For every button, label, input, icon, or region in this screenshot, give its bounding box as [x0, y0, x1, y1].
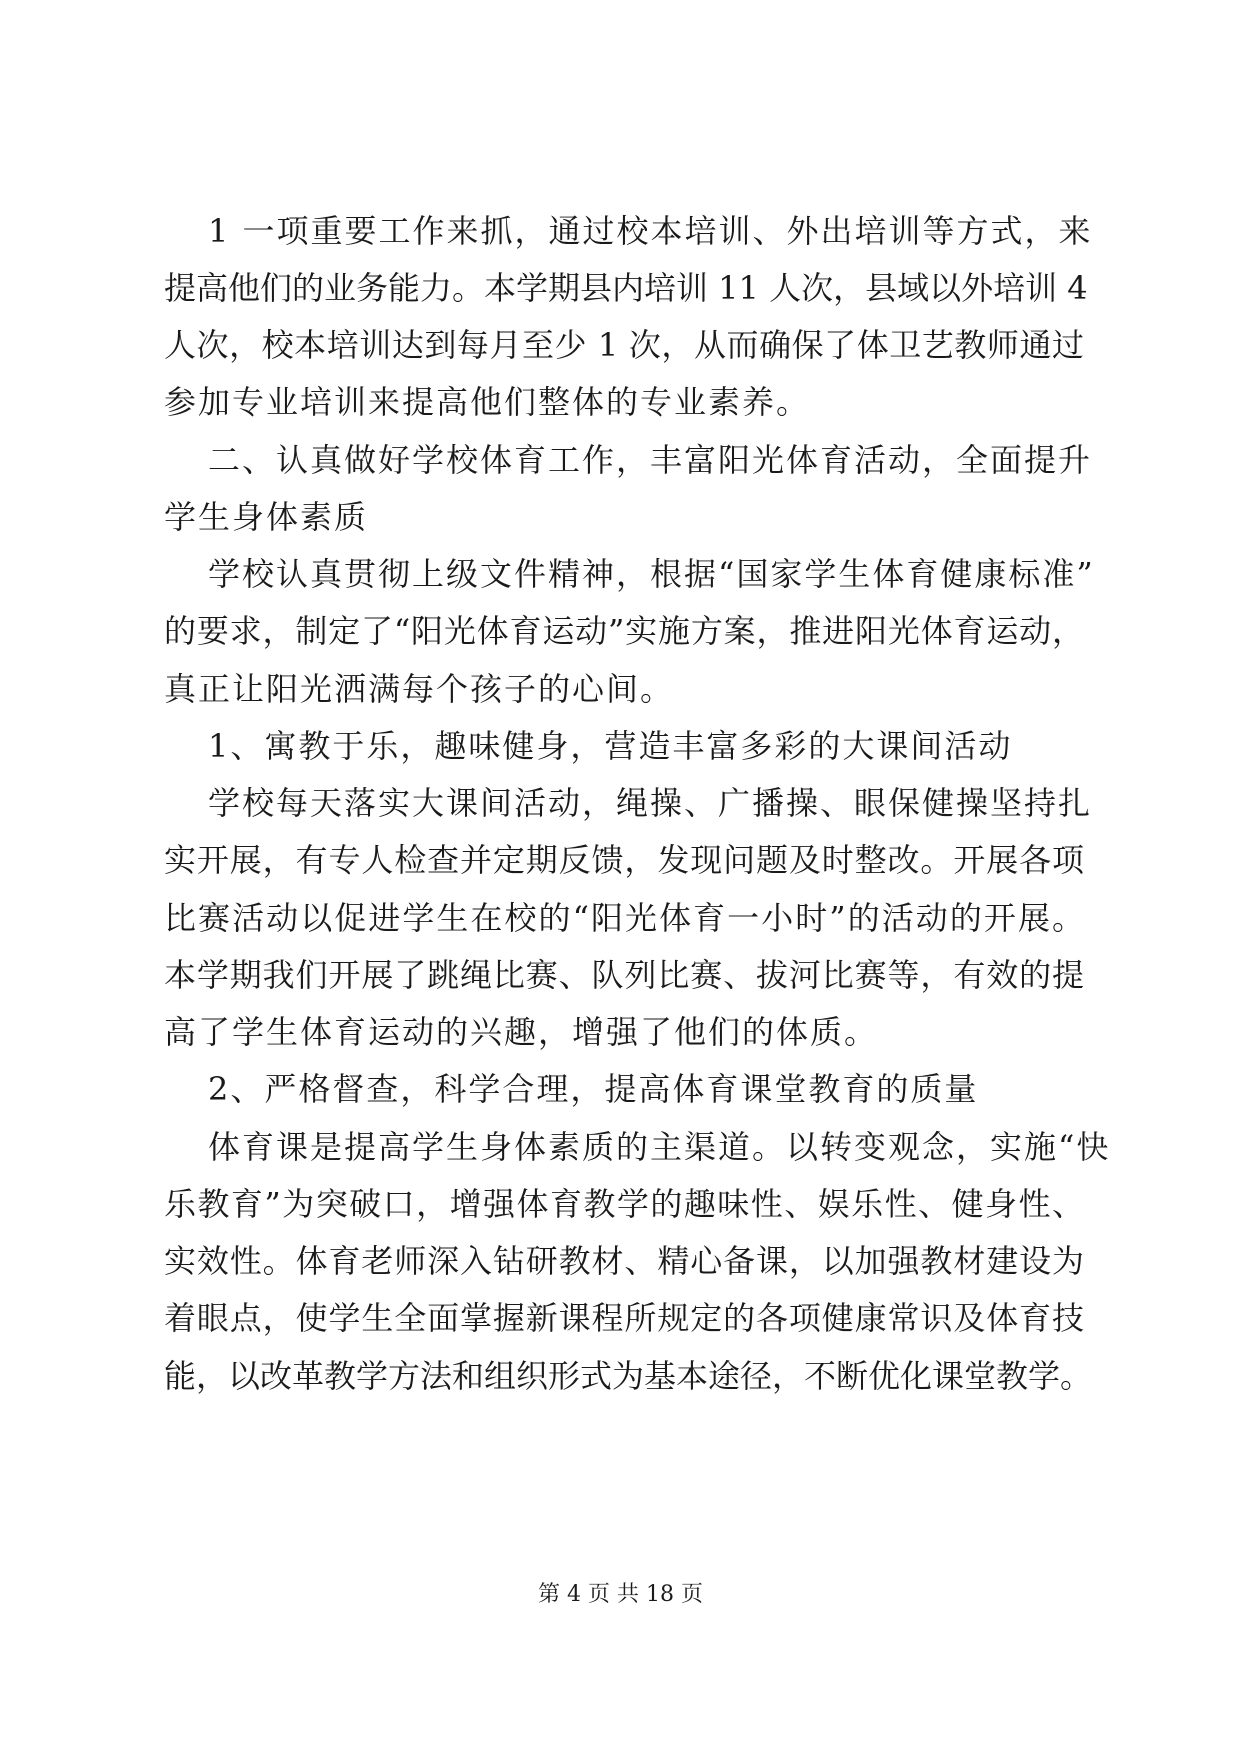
body-line-17: 体育课是提高学生身体素质的主渠道。以转变观念，实施“快 — [208, 1128, 1111, 1166]
page-footer-label: 第 4 页 共 18 页 — [538, 1582, 703, 1607]
body-line-2: 提高他们的业务能力。本学期县内培训 11 人次，县域以外培训 4 — [164, 269, 1088, 307]
body-line-8: 的要求，制定了“阳光体育运动”实施方案，推进阳光体育运动， — [164, 612, 1084, 650]
section-heading-line-2: 学生身体素质 — [164, 498, 369, 536]
body-line-15: 高了学生体育运动的兴趣，增强了他们的体质。 — [164, 1013, 879, 1051]
body-line-19: 实效性。体育老师深入钻研教材、精心备课，以加强教材建设为 — [164, 1242, 1084, 1280]
body-line-11: 学校每天落实大课间活动，绳操、广播操、眼保健操坚持扎 — [208, 784, 1093, 822]
body-line-21: 能，以改革教学方法和组织形式为基本途径，不断优化课堂教学。 — [164, 1357, 1093, 1395]
body-line-1: 1 一项重要工作来抓，通过校本培训、外出培训等方式，来 — [208, 212, 1093, 250]
body-line-20: 着眼点，使学生全面掌握新课程所规定的各项健康常识及体育技 — [164, 1299, 1084, 1337]
body-line-4: 参加专业培训来提高他们整体的专业素养。 — [164, 383, 811, 421]
body-line-9: 真正让阳光洒满每个孩子的心间。 — [164, 670, 675, 708]
body-line-14: 本学期我们开展了跳绳比赛、队列比赛、拔河比赛等，有效的提 — [164, 956, 1084, 994]
body-line-7: 学校认真贯彻上级文件精神，根据“国家学生体育健康标准” — [208, 555, 1095, 593]
body-line-18: 乐教育”为突破口，增强体育教学的趣味性、娱乐性、健身性、 — [164, 1185, 1084, 1223]
section-heading-line-1: 二、认真做好学校体育工作，丰富阳光体育活动，全面提升 — [208, 441, 1093, 479]
body-line-12: 实开展，有专人检查并定期反馈，发现问题及时整改。开展各项 — [164, 841, 1084, 879]
body-line-3: 人次，校本培训达到每月至少 1 次，从而确保了体卫艺教师通过 — [164, 326, 1084, 364]
body-line-13: 比赛活动以促进学生在校的“阳光体育一小时”的活动的开展。 — [164, 899, 1084, 937]
subheading-2: 2、严格督查，科学合理，提高体育课堂教育的质量 — [208, 1070, 979, 1108]
subheading-1: 1、寓教于乐，趣味健身，营造丰富多彩的大课间活动 — [208, 727, 1013, 765]
